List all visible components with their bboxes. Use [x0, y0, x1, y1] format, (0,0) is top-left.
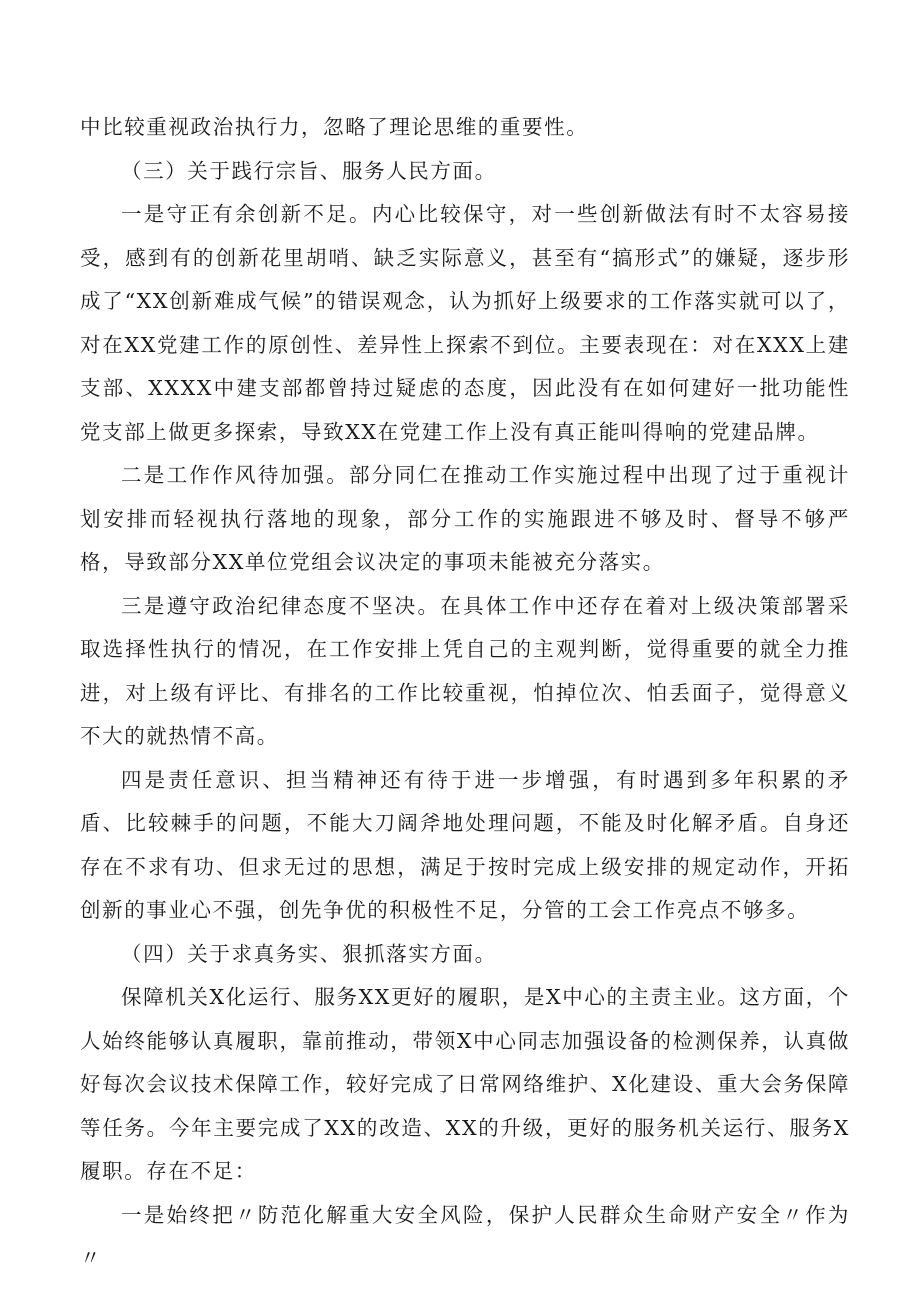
section-heading-3: （三）关于践行宗旨、服务人民方面。	[121, 158, 497, 183]
paragraph: 三是遵守政治纪律态度不坚决。在具体工作中还存在着对上级决策部署采取选择性执行的情况，在工作安排上凭自己的主观判断，觉得重要的就全力推进，对上级有评比、有排名的工作比较重视，怕掉位次、怕丢面子，觉得意义不大的就热情不高。	[80, 593, 850, 748]
paragraph: 二是工作作风待加强。部分同仁在推动工作实施过程中出现了过于重视计划安排而轻视执行落地的现象，部分工作的实施跟进不够及时、督导不够严格，导致部分XX单位党组会议决定的事项未能被充分落实。	[80, 463, 850, 574]
section-heading-4: （四）关于求真务实、狠抓落实方面。	[121, 941, 497, 966]
paragraph: 保障机关X化运行、服务XX更好的履职，是X中心的主责主业。这方面，个人始终能够认真履职，靠前推动，带领X中心同志加强设备的检测保养，认真做好每次会议技术保障工作，较好完成了日常网络维护、X化建设、重大会务保障等任务。今年主要完成了XX的改造、XX的升级，更好的服务机关运行、服务X履职。存在不足：	[80, 985, 850, 1183]
paragraph: 一是始终把〃防范化解重大安全风险，保护人民群众生命财产安全〃作为〃	[80, 1202, 850, 1270]
paragraph: 一是守正有余创新不足。内心比较保守，对一些创新做法有时不太容易接受，感到有的创新花里胡哨、缺乏实际意义，甚至有“搞形式”的嫌疑，逐步形成了“XX创新难成气候”的错误观念，认为抓好上级要求的工作落实就可以了，对在XX党建工作的原创性、差异性上探索不到位。主要表现在：对在XXX上建支部、XXXX中建支部都曾持过疑虑的态度，因此没有在如何建好一批功能性党支部上做更多探索，导致XX在党建工作上没有真正能叫得响的党建品牌。	[80, 202, 850, 444]
document-body	[80, 106, 850, 1281]
paragraph-continuation: 中比较重视政治执行力，忽略了理论思维的重要性。	[80, 115, 589, 139]
paragraph: 四是责任意识、担当精神还有待于进一步增强，有时遇到多年积累的矛盾、比较棘手的问题，不能大刀阔斧地处理问题，不能及时化解矛盾。自身还存在不求有功、但求无过的思想，满足于按时完成上级安排的规定动作，开拓创新的事业心不强，创先争优的积极性不足，分管的工会工作亮点不够多。	[80, 767, 850, 922]
